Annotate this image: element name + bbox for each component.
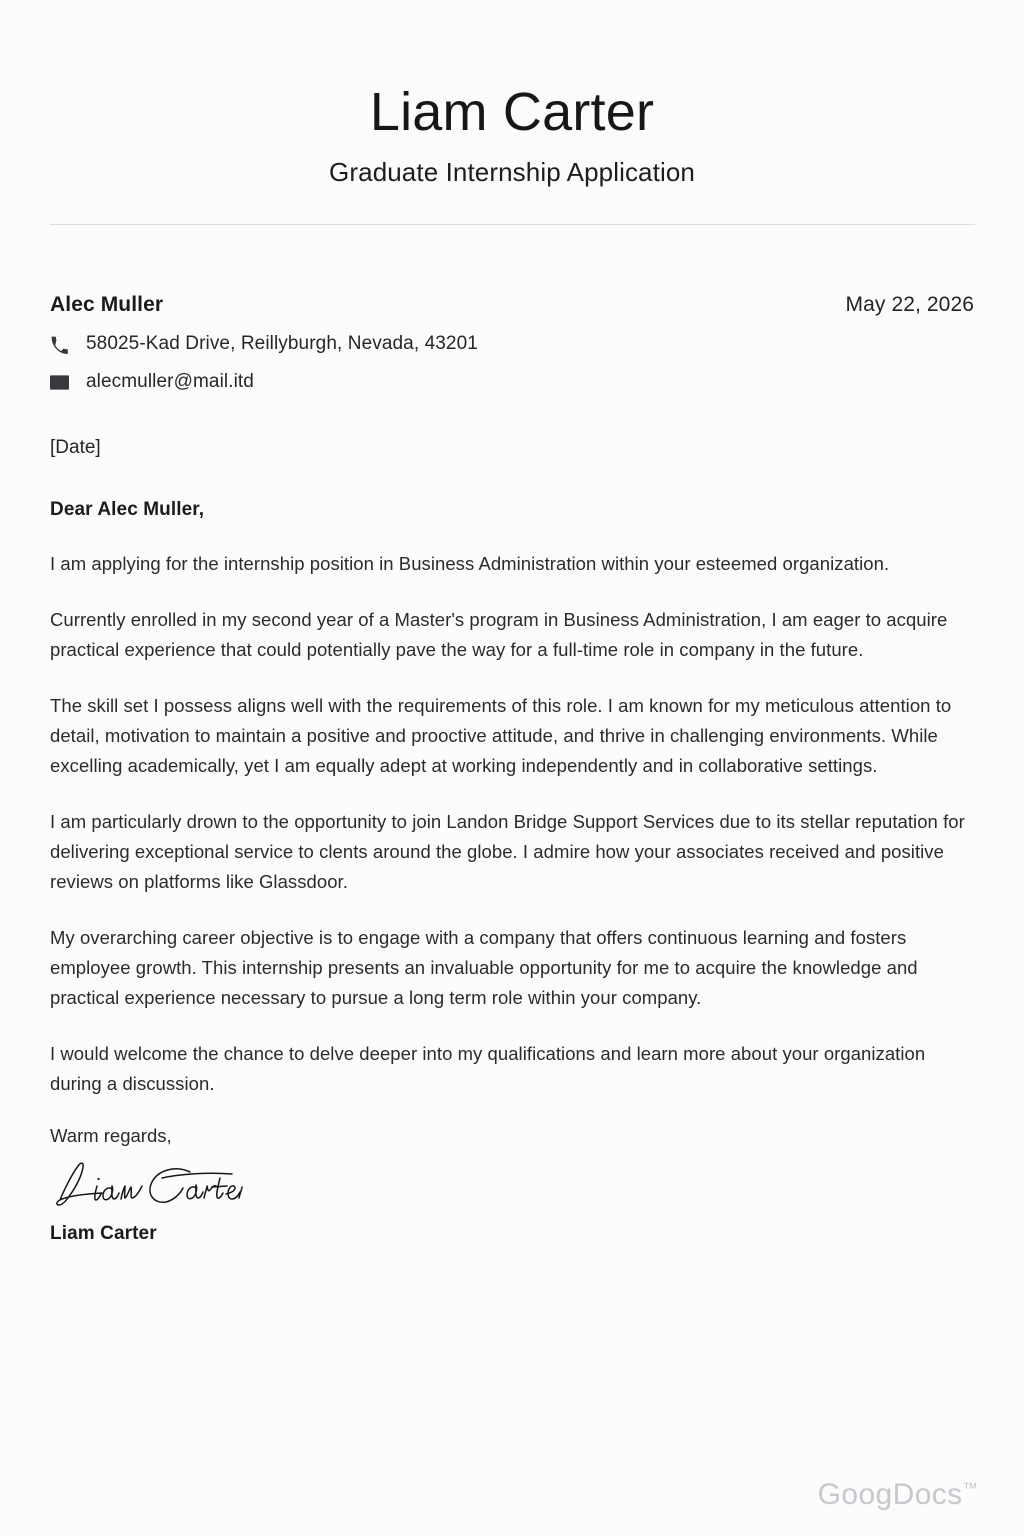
envelope-icon [50, 372, 72, 392]
signer-name: Liam Carter [50, 1222, 157, 1244]
letter-closing [50, 1125, 974, 1245]
recipient-address: 58025-Kad Drive, Reillyburgh, Nevada, 43201 [86, 333, 478, 355]
phone-icon [50, 334, 72, 354]
body-paragraph: I am particularly drown to the opportunity to join Landon Bridge Support Services due to its stellar reputation for delivering exceptional service to clents around the globe. I admire how your associates received and positive reviews on platforms like Glassdoor. [50, 811, 965, 893]
trademark-symbol: ™ [962, 1480, 978, 1497]
document-subtitle: Graduate Internship Application [329, 157, 695, 188]
recipient-email: alecmuller@mail.itd [86, 371, 254, 393]
letter-date: May 22, 2026 [845, 293, 974, 317]
closing-phrase: Warm regards, [50, 1124, 172, 1146]
watermark-text: GoogDocs [817, 1478, 963, 1511]
body-paragraph: I am applying for the internship position in Business Administration within your esteemed organization. [50, 553, 890, 575]
contact-email-line [50, 371, 974, 393]
contact-address-line [50, 333, 974, 355]
salutation: Dear Alec Muller, [50, 499, 205, 521]
body-paragraph: My overarching career objective is to engage with a company that offers continuous learning and fosters employee growth. This internship presents an invaluable opportunity for me to acquire the knowledge and practical experience necessary to pursue a long term role within your company. [50, 926, 918, 1008]
document-header [50, 0, 974, 190]
page-title: Liam Carter [369, 82, 655, 142]
recipient-header-row [50, 293, 974, 317]
signature-image [50, 1153, 974, 1223]
body-paragraph: Currently enrolled in my second year of a Master's program in Business Administration, I am eager to acquire practical experience that could potentially pave the way for a full-time role in company in the future. [50, 609, 948, 661]
body-paragraph: The skill set I possess aligns well with the requirements of this role. I am known for my meticulous attention to detail, motivation to maintain a positive and prooctive attitude, and thrive in challenging environments. While excelling academically, yet I am equally adept at working independently and in collaborative settings. [50, 695, 952, 777]
body-paragraph: I would welcome the chance to delve deeper into my qualifications and learn more about your organization during a discussion. [50, 1042, 926, 1094]
header-divider [50, 224, 975, 225]
recipient-block [50, 293, 974, 393]
letter-body [50, 549, 974, 1099]
recipient-name: Alec Muller [50, 293, 164, 317]
watermark [818, 1478, 978, 1512]
date-placeholder: [Date] [50, 437, 101, 459]
